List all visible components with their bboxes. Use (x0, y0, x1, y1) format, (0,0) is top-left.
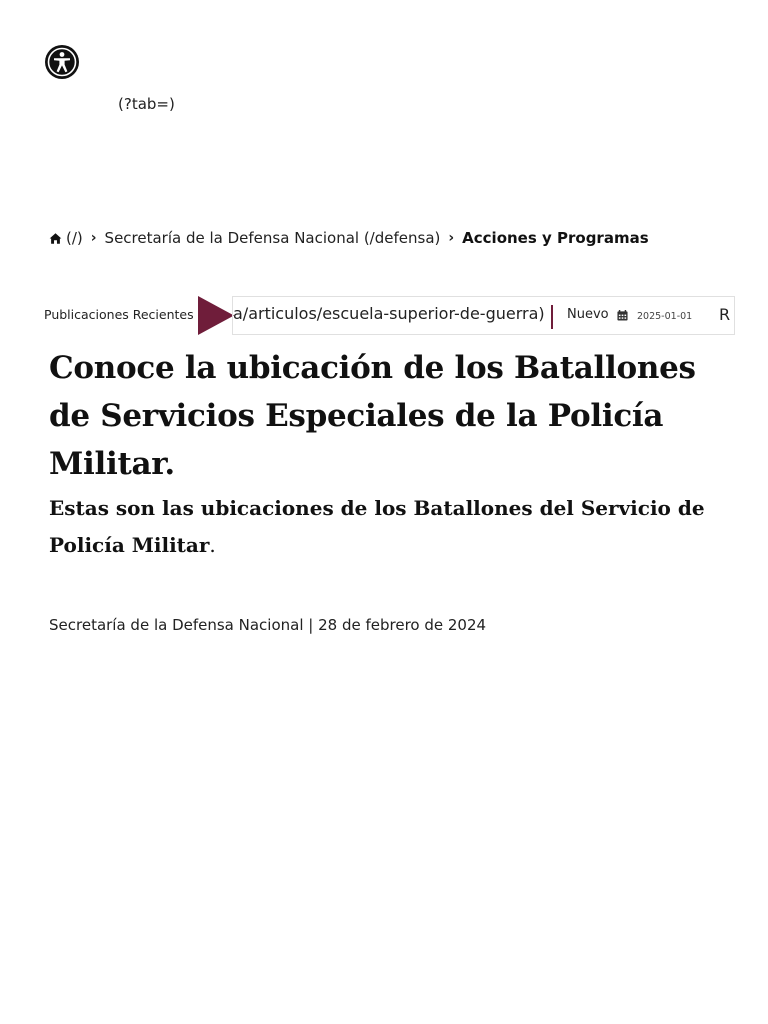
article-subtitle-period: . (209, 533, 216, 557)
chevron-right-icon: › (90, 230, 97, 246)
accessibility-icon (44, 44, 80, 80)
play-arrow-icon (198, 296, 234, 335)
chevron-right-icon: › (448, 230, 455, 246)
breadcrumb-home-text: (/) (66, 229, 83, 247)
ticker-new-badge: Nuevo (567, 307, 609, 322)
article-subtitle-text: Estas son las ubicaciones de los Batallones del Servicio de Policía Militar (49, 496, 705, 557)
breadcrumb-current: Acciones y Programas (462, 229, 649, 247)
breadcrumb (49, 229, 649, 247)
ticker-date: 2025-01-01 (637, 311, 693, 322)
breadcrumb-item-defensa[interactable]: Secretaría de la Defensa Nacional (/defensa) (104, 229, 441, 247)
ticker-next-article-link[interactable]: R (719, 305, 731, 324)
accessibility-button[interactable] (44, 44, 80, 80)
ticker-divider (551, 305, 553, 329)
article-meta: Secretaría de la Defensa Nacional | 28 de febrero de 2024 (49, 616, 487, 634)
tab-link[interactable]: (?tab=) (118, 95, 175, 113)
article-title: Conoce la ubicación de los Batallones de Servicios Especiales de la Policía Militar. (49, 350, 696, 482)
calendar-icon (617, 310, 628, 321)
breadcrumb-home-link[interactable] (49, 229, 83, 247)
home-icon (49, 232, 62, 245)
recent-publications-label: Publicaciones Recientes (44, 307, 194, 322)
ticker-article-link[interactable]: a/articulos/escuela-superior-de-guerra) (233, 304, 545, 323)
article-subtitle (49, 490, 729, 564)
news-ticker (232, 296, 735, 335)
recent-publications-bar (38, 296, 733, 335)
